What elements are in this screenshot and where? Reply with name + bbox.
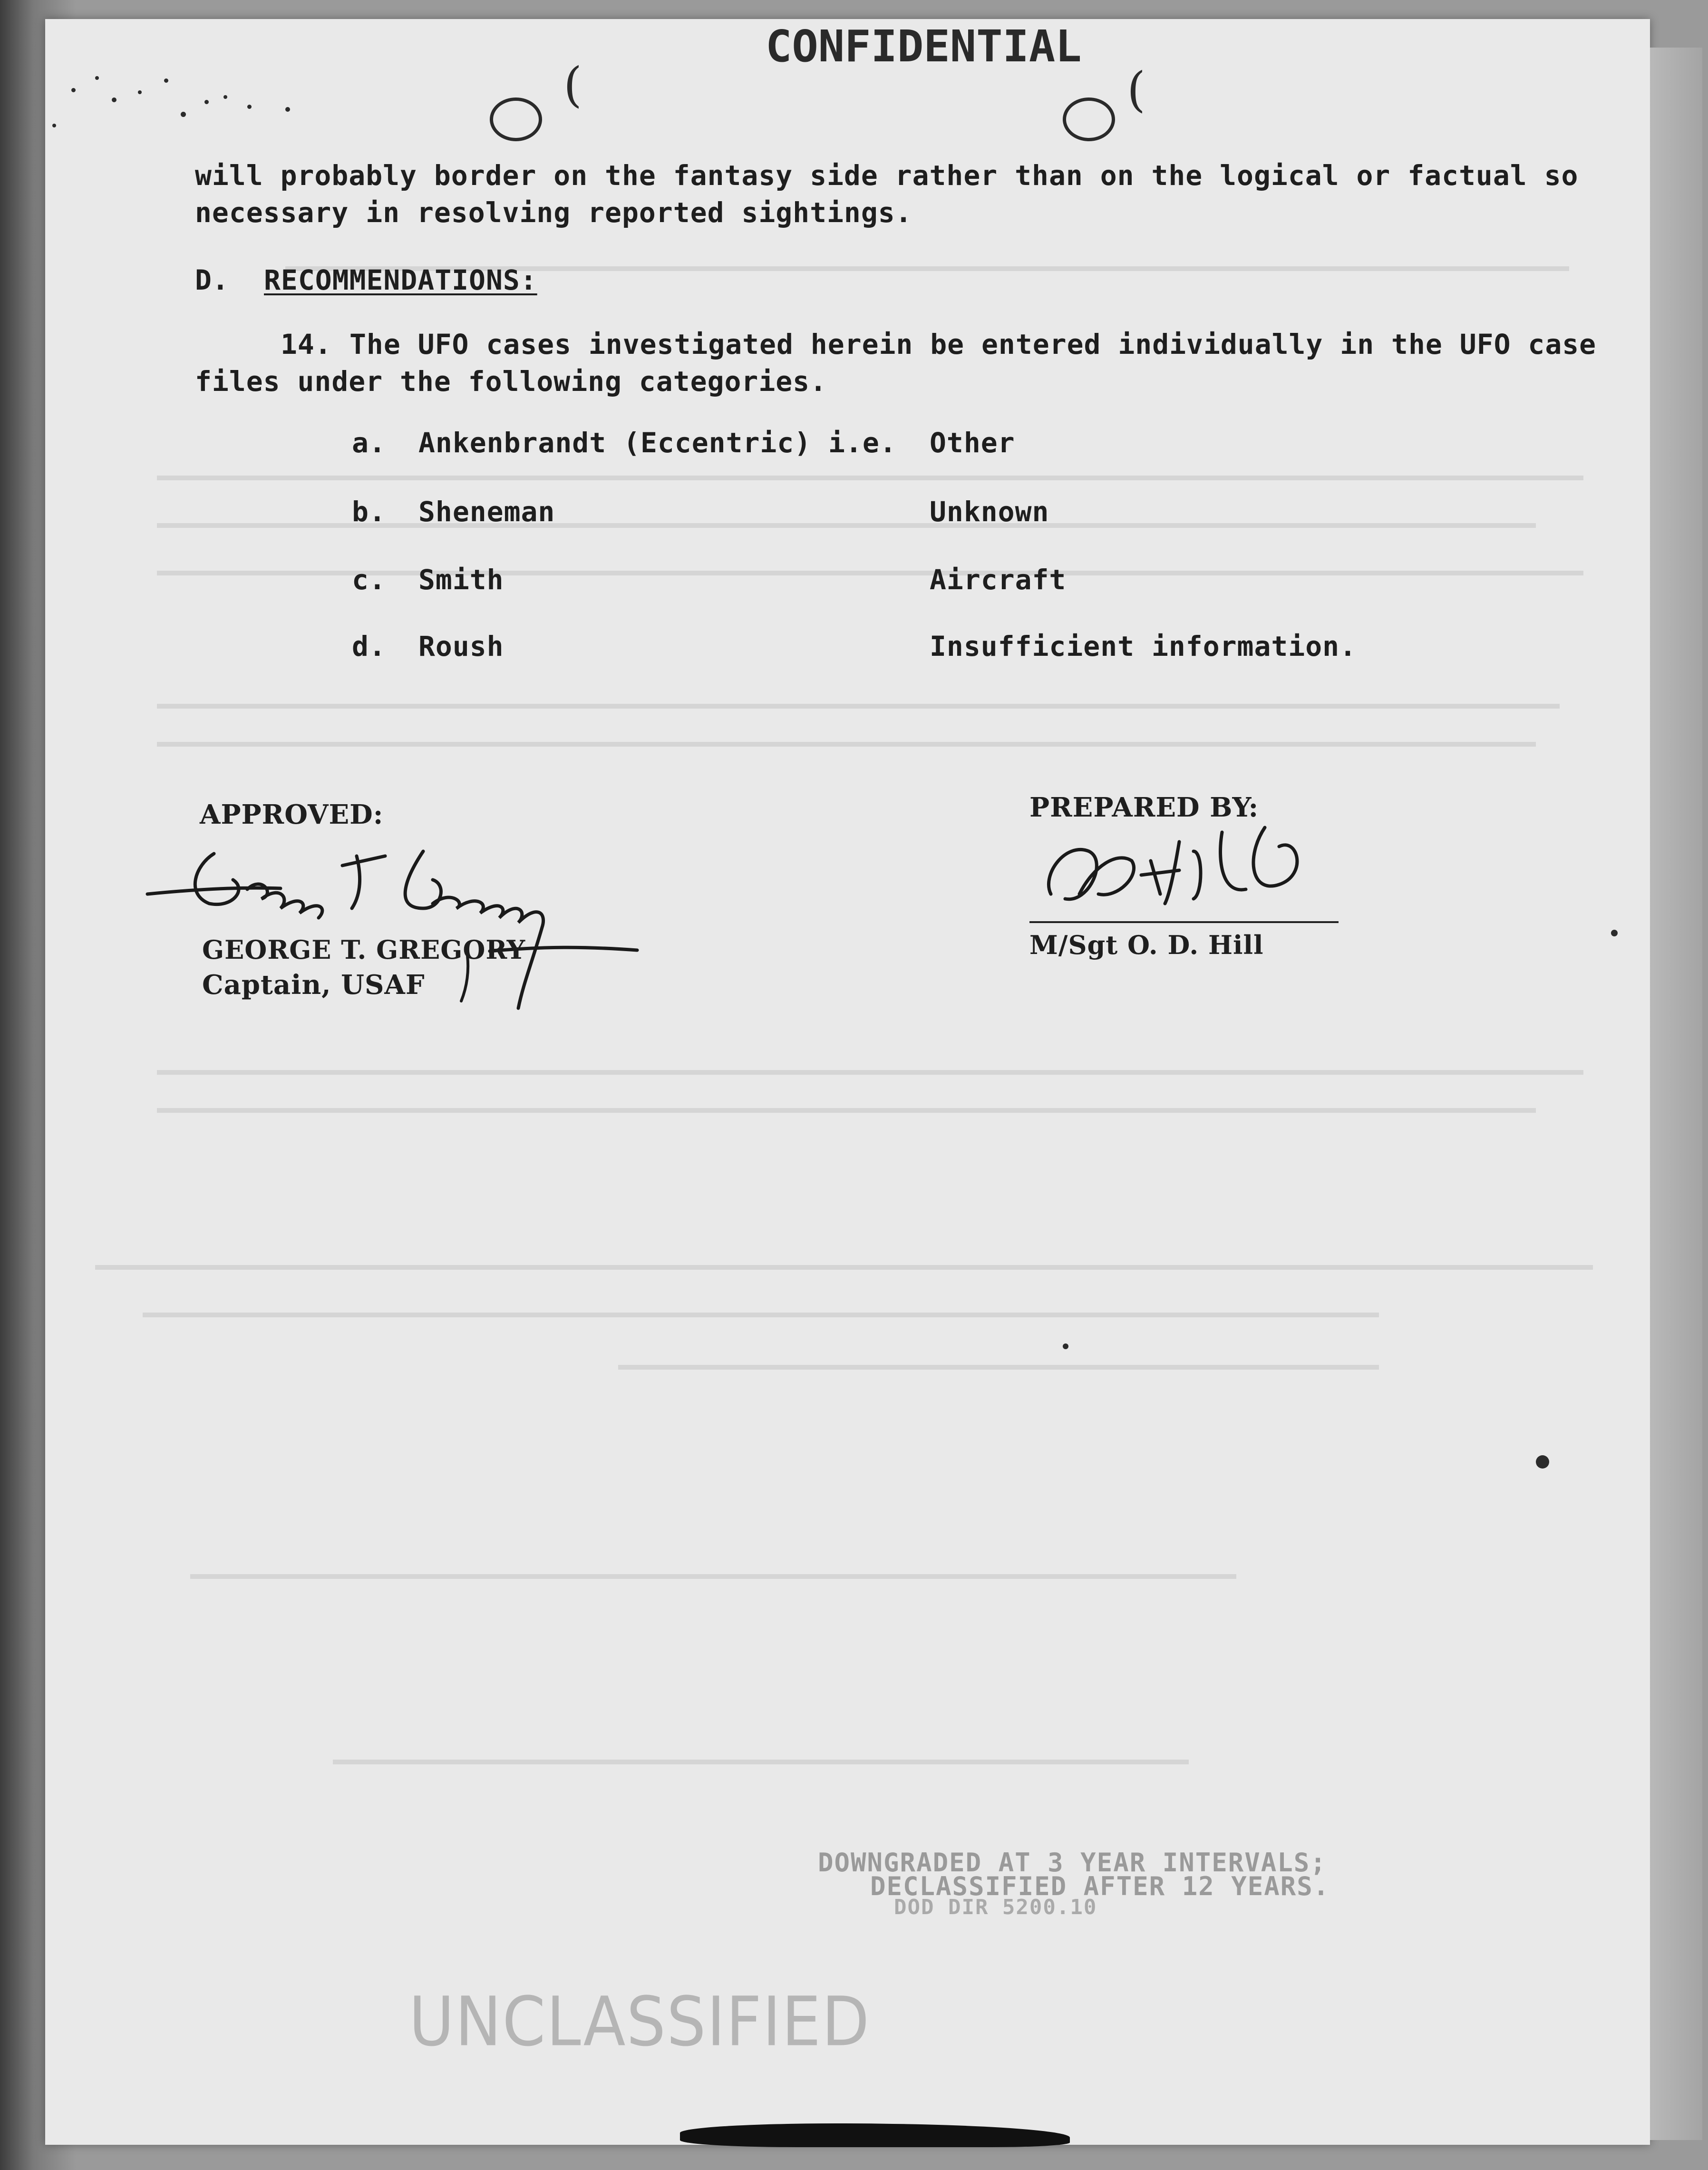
paragraph-number: 14. xyxy=(281,328,332,360)
downgrade-stamp-line3: DOD DIR 5200.10 xyxy=(894,1895,1097,1919)
downgrade-stamp-line1: DOWNGRADED AT 3 YEAR INTERVALS; xyxy=(818,1848,1327,1878)
punch-hole-right xyxy=(1063,97,1115,141)
approved-rank: Captain, USAF xyxy=(202,969,425,1001)
case-name: Ankenbrandt (Eccentric) i.e. xyxy=(418,427,897,459)
case-name: Roush xyxy=(418,630,504,662)
unclassified-stamp: UNCLASSIFIED xyxy=(409,1982,871,2062)
case-name: Smith xyxy=(418,564,504,596)
approved-name: GEORGE T. GREGORY xyxy=(202,934,526,965)
body-line: necessary in resolving reported sightings. xyxy=(195,196,912,229)
case-category: Aircraft xyxy=(930,564,1067,596)
case-category: Unknown xyxy=(930,496,1049,528)
signature-line xyxy=(1029,921,1339,923)
case-category: Other xyxy=(930,427,1015,459)
prepared-signature xyxy=(1022,823,1346,932)
body-line: will probably border on the fantasy side rather than on the logical or factual so xyxy=(195,159,1579,192)
section-letter: D. xyxy=(195,264,229,296)
prepared-name: M/Sgt O. D. Hill xyxy=(1029,930,1264,960)
case-letter: c. xyxy=(352,564,386,596)
paragraph-line: The UFO cases investigated herein be entered individually in the UFO case xyxy=(349,328,1597,360)
section-title: RECOMMENDATIONS: xyxy=(264,264,537,296)
case-letter: b. xyxy=(352,496,386,528)
prepared-label: PREPARED BY: xyxy=(1029,792,1259,823)
case-name: Sheneman xyxy=(418,496,555,528)
binder-clip-left: ( xyxy=(563,57,582,113)
classification-header: CONFIDENTIAL xyxy=(766,21,1082,72)
binder-clip-right: ( xyxy=(1127,62,1146,117)
approved-label: APPROVED: xyxy=(200,799,384,830)
punch-hole-left xyxy=(490,97,542,141)
paragraph-line: files under the following categories. xyxy=(195,365,827,398)
downgrade-stamp-line2: DECLASSIFIED AFTER 12 YEARS. xyxy=(870,1871,1330,1901)
case-letter: d. xyxy=(352,630,386,662)
case-category: Insufficient information. xyxy=(930,630,1357,662)
case-letter: a. xyxy=(352,427,386,459)
